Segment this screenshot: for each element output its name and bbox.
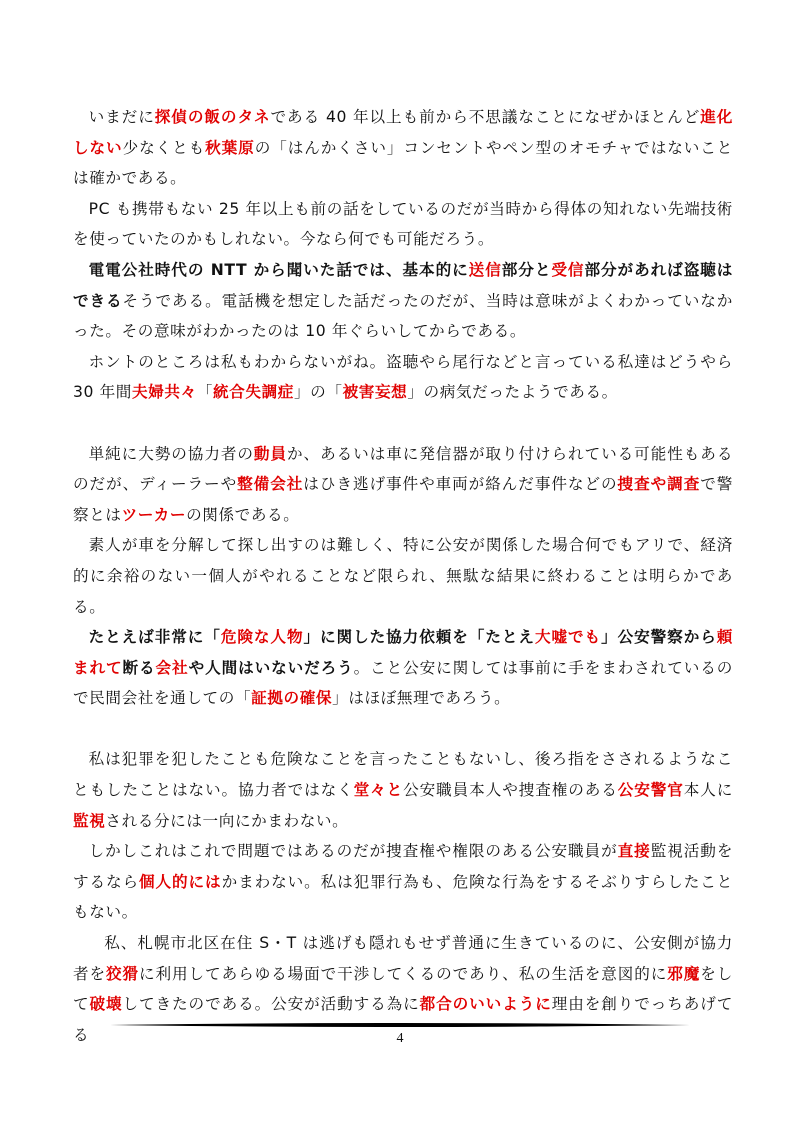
paragraph-p4: [73, 347, 733, 408]
highlighted-phrase: 探偵の飯のタネ: [154, 108, 271, 126]
highlighted-phrase: 都合のいいように: [419, 995, 552, 1014]
highlighted-phrase: 送信: [468, 260, 502, 279]
text-segment: で警察とは: [73, 475, 733, 524]
text-segment: 理由を創りでっちあげてる: [73, 995, 733, 1044]
paragraph-spacer: [73, 408, 733, 439]
highlighted-phrase: 統合失調症: [212, 383, 294, 402]
text-segment: 私、札幌市北区在住 S・T は逃げも隠れもせず普通に生きているのに、公安側が協力者を: [73, 934, 733, 983]
highlighted-phrase: 整備会社: [237, 475, 304, 494]
highlighted-phrase: 進化しない: [73, 108, 733, 157]
text-segment: はひき逃げ事件や車両が絡んだ事件などの: [303, 475, 618, 494]
text-segment: 」に関した協力依頼を「たとえ: [303, 628, 535, 647]
text-segment: そうである。電話機を想定した話だったのだが、当時は意味がよくわかっていなかった。その意味がわかったのは 10 年ぐらいしてからである。: [73, 291, 733, 341]
highlighted-phrase: 危険な人物: [220, 628, 304, 647]
text-segment: しかしこれはこれで問題ではあるのだが捜査権や権限のある公安職員が: [88, 842, 618, 861]
text-segment: 公安職員本人や捜査権のある: [403, 781, 618, 800]
text-segment: 」の「: [293, 383, 343, 402]
paragraph-p6: [73, 530, 733, 622]
text-segment: 」はほぼ無理であろう。: [332, 689, 511, 708]
paragraph-spacer: [73, 714, 733, 745]
highlighted-phrase: ツーカー: [121, 505, 187, 524]
text-segment: ホントのところは私もわからないがね。盗聴やら尾行などと言っている私達はどうやら 30 年間: [73, 352, 733, 402]
text-segment: や人間はいないだろう: [188, 658, 354, 677]
text-segment: たとえば非常に「: [88, 628, 221, 647]
highlighted-phrase: 大嘘でも: [534, 628, 602, 647]
highlighted-phrase: 監視: [73, 811, 106, 830]
body-text: [73, 102, 733, 1050]
paragraph-p3: [73, 255, 733, 347]
text-segment: してきたのである。公安が活動する為に: [122, 995, 420, 1014]
footer-rule: [110, 1022, 690, 1028]
highlighted-phrase: 被害妄想: [342, 383, 408, 402]
highlighted-phrase: 公安警官: [617, 781, 684, 800]
text-segment: の関係である。: [186, 505, 300, 524]
text-segment: である 40 年以上も前から不思議なことになぜかほとんど: [270, 108, 701, 126]
text-segment: PC も携帯もない 25 年以上も前の話をしているのだが当時から得体の知れない先端技術を使っていたのかもしれない。今なら何でも可能だろう。: [73, 199, 733, 249]
text-segment: 部分があれば盗聴はできる: [73, 260, 733, 310]
text-segment: 素人が車を分解して探し出すのは難しく、特に公安が関係した場合何でもアリで、経済的に余裕のない一個人がやれることなど限られ、無駄な結果に終わることは明らかである。: [73, 536, 733, 616]
text-segment: 」の病気だったようである。: [407, 383, 618, 402]
highlighted-phrase: 捜査や調査: [617, 475, 701, 494]
highlighted-phrase: 破壊: [89, 995, 123, 1014]
paragraph-p9: [73, 836, 733, 928]
text-segment: 」公安警察から: [601, 628, 717, 647]
text-segment: される分には一向にかまわない。: [105, 811, 349, 830]
highlighted-phrase: 秋葉原: [205, 138, 255, 157]
text-segment: をして: [73, 964, 733, 1014]
paragraph-p2: [73, 194, 733, 255]
highlighted-phrase: 証拠の確保: [251, 689, 333, 708]
text-segment: の「はんかくさい」コンセントやペン型のオモチャではないことは確かである。: [73, 138, 733, 188]
text-segment: 。こと公安に関しては事前に手をまわされているので民間会社を通しての「: [73, 658, 733, 708]
text-segment: 少なくとも: [122, 138, 206, 157]
highlighted-phrase: 直接: [617, 842, 651, 861]
text-segment: 断る: [122, 658, 156, 677]
highlighted-phrase: 受信: [551, 260, 585, 279]
highlighted-phrase: 頼まれて: [73, 628, 733, 677]
highlighted-phrase: 狡猾: [106, 964, 140, 983]
text-segment: に利用してあらゆる場面で干渉してくるのであり、私の生活を意図的に: [139, 964, 668, 983]
text-segment: 「: [196, 383, 213, 402]
text-segment: 電電公社時代の NTT から聞いた話では、基本的に: [88, 260, 469, 279]
text-segment: 本人に: [683, 781, 733, 800]
highlighted-phrase: 邪魔: [667, 964, 701, 983]
text-segment: 単純に大勢の協力者の: [88, 444, 254, 463]
text-segment: 監視活動をするなら: [73, 842, 734, 891]
paragraph-p7: [73, 622, 733, 714]
highlighted-phrase: 会社: [155, 658, 189, 677]
paragraph-p5: [73, 439, 733, 531]
highlighted-phrase: 動員: [253, 444, 287, 463]
highlighted-phrase: 堂々と: [353, 781, 404, 800]
text-segment: 私は犯罪を犯したことも危険なことを言ったこともないし、後ろ指をさされるようなこともしたことはない。協力者ではなく: [73, 750, 733, 800]
text-segment: 部分と: [501, 260, 552, 279]
text-segment: いまだに: [88, 108, 155, 126]
text-segment: かまわない。私は犯罪行為も、危険な行為をするそぶりすらしたこともない。: [73, 872, 733, 922]
highlighted-phrase: 夫婦共々: [132, 383, 197, 402]
paragraph-p1: [73, 102, 733, 194]
paragraph-p8: [73, 744, 733, 836]
page-number: 4: [396, 1031, 404, 1046]
text-segment: か、あるいは車に発信器が取り付けられている可能性もあるのだが、ディーラーや: [73, 444, 734, 494]
highlighted-phrase: 個人的には: [139, 872, 222, 891]
